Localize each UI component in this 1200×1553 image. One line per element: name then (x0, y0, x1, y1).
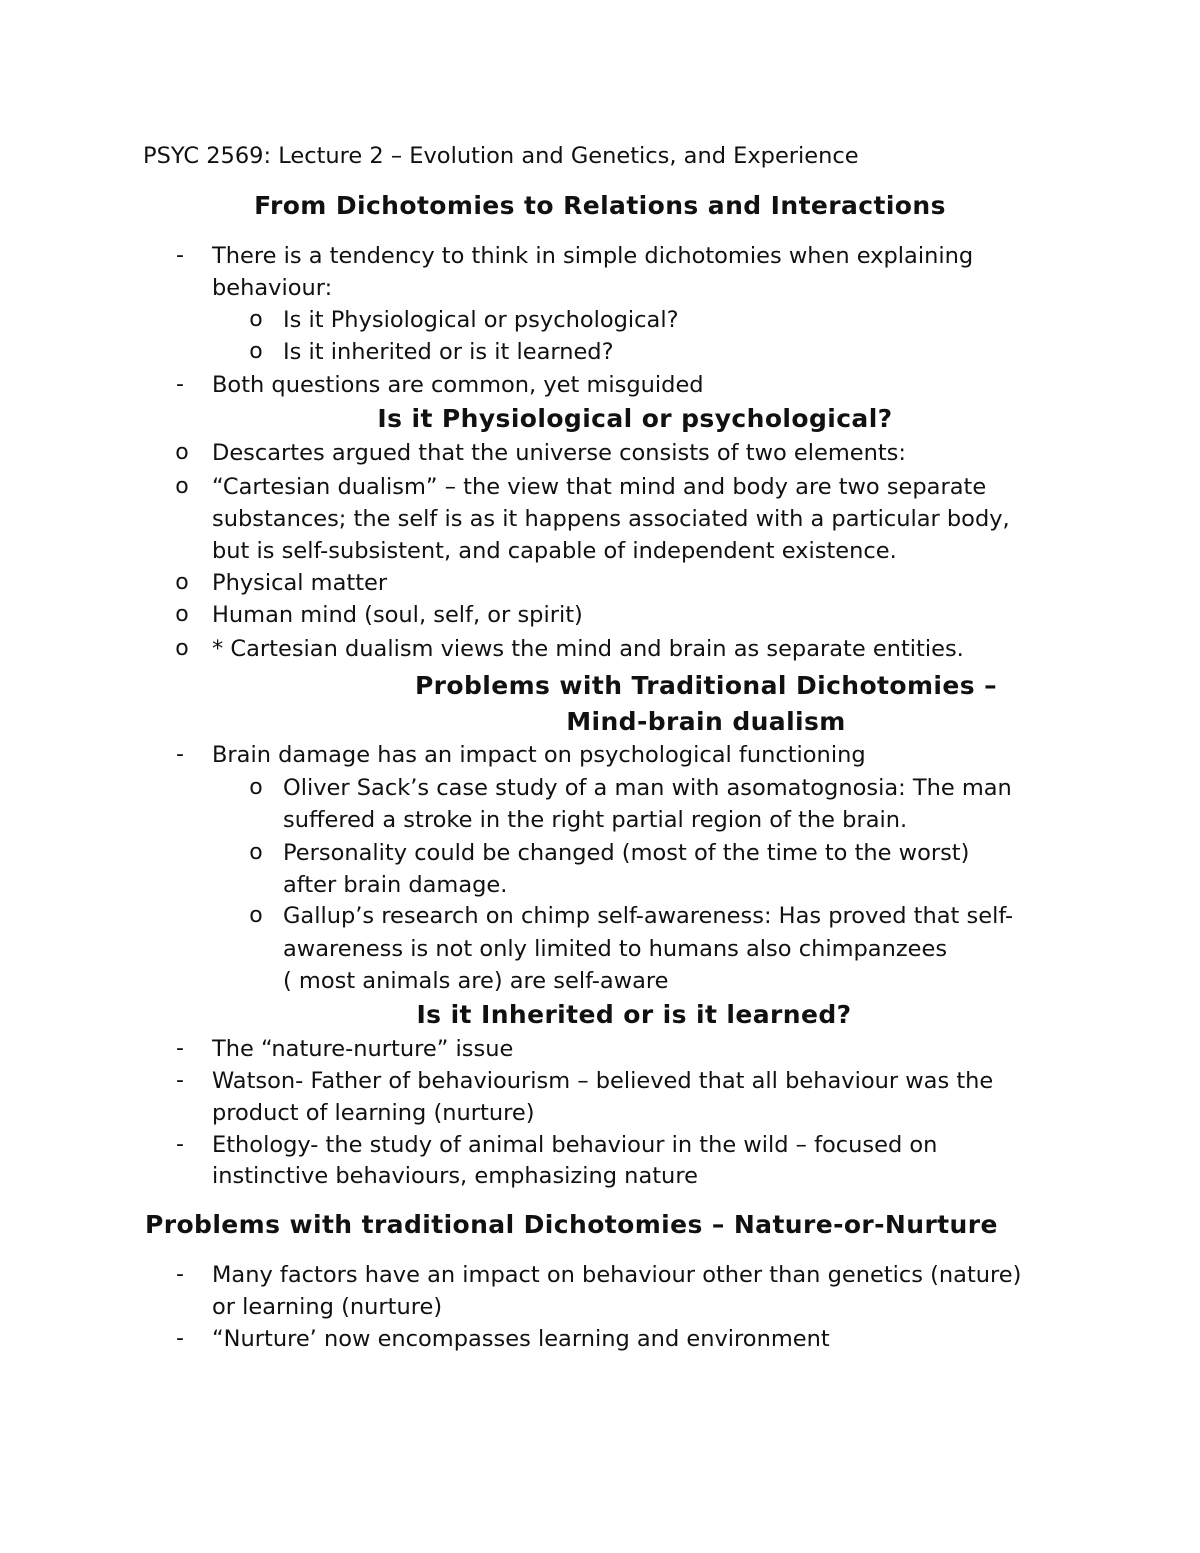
bullet-text: Both questions are common, yet misguided (212, 372, 704, 398)
circle-marker: o (249, 840, 263, 865)
bullet-text: or learning (nurture) (212, 1294, 443, 1320)
section-heading-nature-nurture: Problems with traditional Dichotomies – Nature-or-Nurture (145, 1210, 998, 1239)
dash-marker: - (176, 742, 184, 767)
section-heading-dichotomies: From Dichotomies to Relations and Interactions (254, 191, 946, 220)
list-text: Physical matter (212, 570, 388, 596)
bullet-text: instinctive behaviours, emphasizing nature (212, 1163, 698, 1189)
circle-marker: o (249, 339, 263, 364)
sub-bullet-text: ( most animals are) are self-aware (283, 968, 669, 994)
sub-bullet-text: awareness is not only limited to humans also chimpanzees (283, 936, 948, 962)
section-heading-physiological: Is it Physiological or psychological? (377, 404, 893, 433)
bullet-text: product of learning (nurture) (212, 1100, 535, 1126)
sub-bullet-text: Is it Physiological or psychological? (283, 307, 679, 333)
bullet-text: behaviour: (212, 275, 333, 301)
section-heading-mind-brain-l2: Mind-brain dualism (566, 707, 846, 736)
sub-bullet-text: Gallup’s research on chimp self-awareness: Has proved that self- (283, 903, 1014, 929)
bullet-text: Many factors have an impact on behaviour other than genetics (nature) (212, 1262, 1022, 1288)
circle-marker: o (175, 440, 189, 465)
document-title: PSYC 2569: Lecture 2 – Evolution and Genetics, and Experience (143, 143, 859, 169)
section-heading-mind-brain-l1: Problems with Traditional Dichotomies – (414, 671, 998, 700)
circle-marker: o (175, 570, 189, 595)
circle-marker: o (249, 775, 263, 800)
dash-marker: - (176, 1036, 184, 1061)
sub-bullet-text: Is it inherited or is it learned? (283, 339, 614, 365)
circle-marker: o (175, 602, 189, 627)
bullet-text: “Nurture’ now encompasses learning and environment (212, 1326, 830, 1352)
sub-bullet-text: suffered a stroke in the right partial region of the brain. (283, 807, 908, 833)
bullet-text: There is a tendency to think in simple dichotomies when explaining (212, 243, 974, 269)
dash-marker: - (176, 243, 184, 268)
dash-marker: - (176, 1326, 184, 1351)
list-text: Descartes argued that the universe consists of two elements: (212, 440, 906, 466)
bullet-text: Watson- Father of behaviourism – believed that all behaviour was the (212, 1068, 994, 1094)
circle-marker: o (249, 307, 263, 332)
bullet-text: Brain damage has an impact on psychological functioning (212, 742, 866, 768)
circle-marker: o (175, 474, 189, 499)
dash-marker: - (176, 1262, 184, 1287)
sub-bullet-text: after brain damage. (283, 872, 508, 898)
section-heading-inherited: Is it Inherited or is it learned? (416, 1000, 852, 1029)
dash-marker: - (176, 1132, 184, 1157)
dash-marker: - (176, 1068, 184, 1093)
sub-bullet-text: Oliver Sack’s case study of a man with asomatognosia: The man (283, 775, 1012, 801)
bullet-text: Ethology- the study of animal behaviour in the wild – focused on (212, 1132, 938, 1158)
circle-marker: o (249, 903, 263, 928)
list-text: “Cartesian dualism” – the view that mind and body are two separate (212, 474, 987, 500)
list-text: * Cartesian dualism views the mind and brain as separate entities. (212, 636, 964, 662)
sub-bullet-text: Personality could be changed (most of the time to the worst) (283, 840, 970, 866)
list-text: but is self-subsistent, and capable of independent existence. (212, 538, 897, 564)
list-text: Human mind (soul, self, or spirit) (212, 602, 583, 628)
circle-marker: o (175, 636, 189, 661)
dash-marker: - (176, 372, 184, 397)
bullet-text: The “nature-nurture” issue (212, 1036, 514, 1062)
list-text: substances; the self is as it happens associated with a particular body, (212, 506, 1010, 532)
